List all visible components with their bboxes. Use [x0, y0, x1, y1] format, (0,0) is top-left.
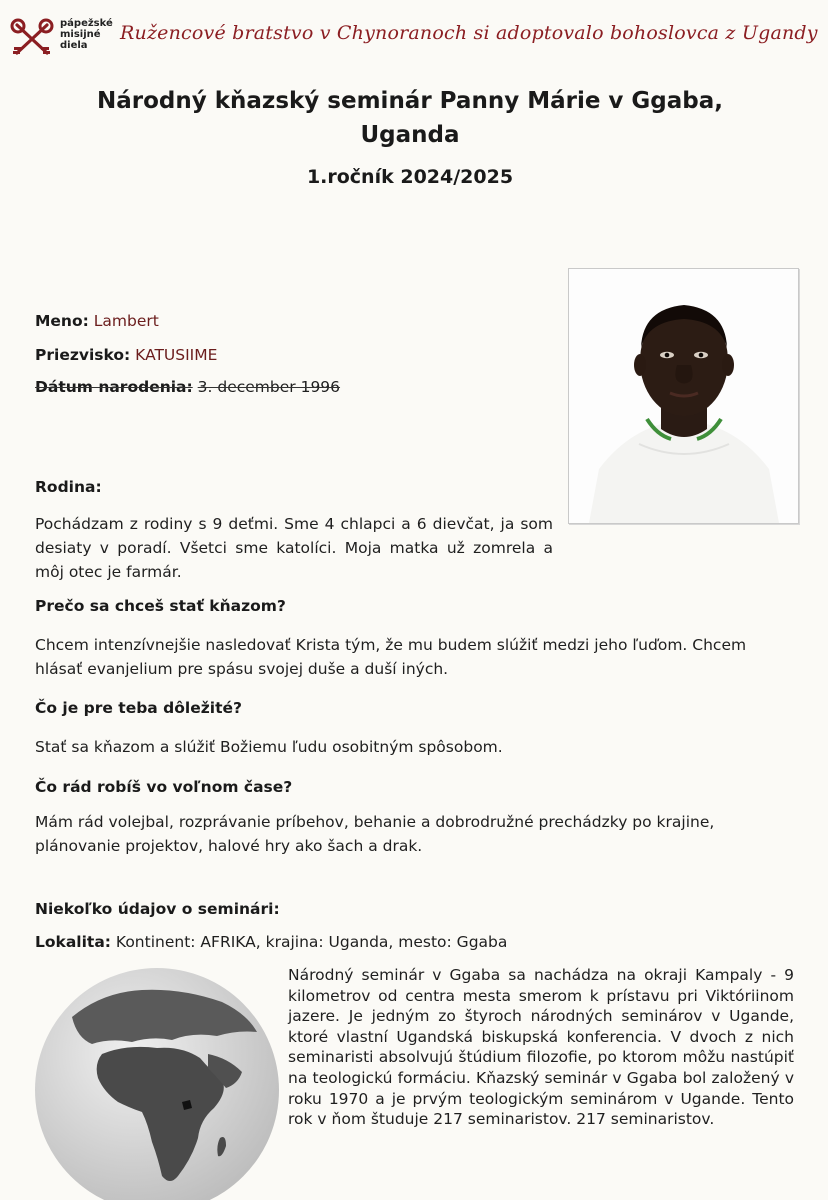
- surname-value: KATUSIIME: [135, 346, 218, 364]
- logo-line: misijné: [60, 29, 101, 40]
- title-line-1: Národný kňazský seminár Panny Márie v Ggaba,: [96, 88, 724, 114]
- location-field: [35, 933, 507, 951]
- birthdate-value: 3. december 1996: [197, 378, 341, 396]
- name-label: Meno:: [35, 312, 89, 330]
- birthdate-field: [35, 378, 340, 396]
- surname-field: [35, 346, 217, 364]
- family-heading: Rodina:: [35, 478, 102, 496]
- portrait-illustration: [569, 269, 798, 523]
- location-value: Kontinent: AFRIKA, krajina: Uganda, mesto: Ggaba: [111, 933, 508, 951]
- why-priest-heading: Prečo sa chceš stať kňazom?: [35, 597, 286, 615]
- family-text: Pochádzam z rodiny s 9 deťmi. Sme 4 chlapci a 6 dievčat, ja som desiaty v poradí. Všetci sme katolíci. Moja matka už zomrela a môj otec je farmár.: [35, 515, 553, 581]
- header-tagline: Ružencové bratstvo v Chynoranoch si adoptovalo bohoslovca z Ugandy: [120, 22, 818, 44]
- seminary-heading: Niekoľko údajov o seminári:: [35, 900, 280, 918]
- important-heading: Čo je pre teba dôležité?: [35, 699, 242, 717]
- location-label: Lokalita:: [35, 933, 111, 951]
- portrait-photo: [568, 268, 799, 524]
- africa-globe-icon: [32, 962, 282, 1200]
- name-value: Lambert: [93, 312, 159, 330]
- freetime-text: Mám rád volejbal, rozprávanie príbehov, behanie a dobrodružné prechádzky po krajine, plánovanie projektov, halové hry ako šach a drak.: [35, 813, 715, 855]
- name-field: [35, 312, 159, 330]
- logo-line: pápežské: [60, 18, 113, 29]
- surname-label: Priezvisko:: [35, 346, 131, 364]
- important-text: Stať sa kňazom a slúžiť Božiemu ľudu osobitným spôsobom.: [35, 738, 503, 756]
- logo-line: diela: [60, 40, 88, 51]
- document-title: [60, 84, 760, 152]
- logo-text: [60, 18, 113, 51]
- why-priest-text: Chcem intenzívnejšie nasledovať Krista tým, že mu budem slúžiť medzi jeho ľuďom. Chcem hlásať evanjelium pre spásu svojej duše a duší iných.: [35, 636, 747, 678]
- title-line-2: Uganda: [360, 122, 460, 148]
- seminary-description: Národný seminár v Ggaba sa nachádza na okraji Kampaly - 9 kilometrov od centra mesta smerom k prístavu pri Viktóriinom jazere. Je jedným zo štyroch národných seminárov v Ugande, ktoré vlastní Ugandská biskupská konferencia. V dvoch z nich seminaristi absolvujú štúdium filozofie, po ktorom môžu nastúpiť na teologickú formáciu. Kňazský seminár v Ggaba bol založený v roku 1970 a je prvým teologickým seminárom v Ugande. Tento rok v ňom študuje 217 seminaristov. 217 seminaristov.: [288, 966, 794, 1129]
- academic-year: 1.ročník 2024/2025: [306, 166, 514, 188]
- crossed-keys-icon: [8, 16, 56, 62]
- freetime-heading: Čo rád robíš vo voľnom čase?: [35, 778, 293, 796]
- birthdate-label: Dátum narodenia:: [35, 378, 193, 396]
